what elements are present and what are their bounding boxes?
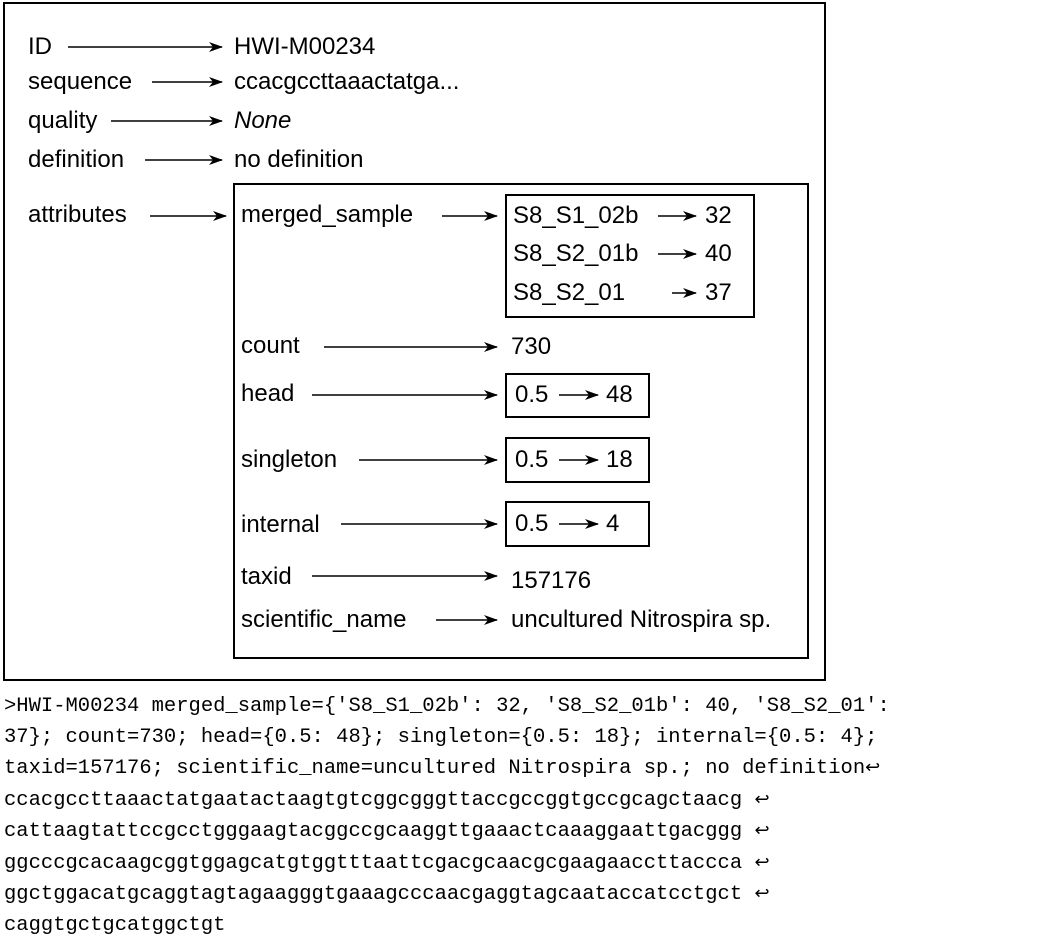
head-inner-key: 0.5 <box>515 381 549 408</box>
fasta-line: >HWI-M00234 merged_sample={'S8_S1_02b': 32, 'S8_S2_01b': 40, 'S8_S2_01': <box>4 695 890 718</box>
ms-entry-2-key: S8_S2_01b <box>513 240 639 267</box>
id-key: ID <box>28 33 52 60</box>
fasta-line: taxid=157176; scientific_name=uncultured Nitrospira sp.; no definition <box>4 757 866 780</box>
count-key: count <box>241 332 300 359</box>
return-icon: ↩ <box>754 883 770 904</box>
scientific-name-key: scientific_name <box>241 606 407 633</box>
quality-value: None <box>234 107 292 134</box>
fasta-line: ggcccgcacaagcggtggagcatgtggtttaattcgacgcaacgcgaagaaccttaccca <box>4 851 743 875</box>
return-icon: ↩ <box>865 757 881 778</box>
taxid-value: 157176 <box>511 567 592 594</box>
head-key: head <box>241 380 295 407</box>
fasta-line: cattaagtattccgcctgggaagtacggccgcaaggttgaaactcaaaggaattgacggg <box>4 820 743 843</box>
ms-entry-2-value: 40 <box>705 240 732 267</box>
id-value: HWI-M00234 <box>234 33 376 60</box>
fasta-line: caggtgctgcatggctgt <box>4 913 226 937</box>
definition-key: definition <box>28 146 125 173</box>
attributes-key: attributes <box>28 201 127 228</box>
internal-inner-key: 0.5 <box>515 510 549 537</box>
merged-sample-key: merged_sample <box>241 201 414 228</box>
internal-inner-value: 4 <box>606 510 620 537</box>
taxid-key: taxid <box>241 563 292 590</box>
fasta-line: ggctggacatgcaggtagtagaagggtgaaagcccaacgaggtagcaataccatcctgct <box>4 883 743 906</box>
count-value: 730 <box>511 333 552 360</box>
fasta-line: ccacgccttaaactatgaatactaagtgtcggcgggttaccgccggtgccgcagctaacg <box>4 788 743 812</box>
definition-value: no definition <box>234 146 364 173</box>
fasta-line: 37}; count=730; head={0.5: 48}; singleton={0.5: 18}; internal={0.5: 4}; <box>4 725 878 749</box>
head-inner-value: 48 <box>606 381 633 408</box>
singleton-inner-value: 18 <box>606 446 633 473</box>
ms-entry-3-key: S8_S2_01 <box>513 279 626 306</box>
sequence-key: sequence <box>28 68 133 95</box>
ms-entry-1-value: 32 <box>705 202 732 229</box>
internal-key: internal <box>241 511 320 538</box>
sequence-value: ccacgccttaaactatga... <box>234 68 460 95</box>
quality-key: quality <box>28 107 98 134</box>
singleton-key: singleton <box>241 446 338 473</box>
fasta-block <box>4 692 1058 941</box>
ms-entry-1-key: S8_S1_02b <box>513 202 639 229</box>
scientific-name-value: uncultured Nitrospira sp. <box>511 606 772 633</box>
return-icon: ↩ <box>754 788 770 810</box>
singleton-inner-key: 0.5 <box>515 446 549 473</box>
ms-entry-3-value: 37 <box>705 279 732 306</box>
return-icon: ↩ <box>754 851 770 873</box>
return-icon: ↩ <box>754 820 770 841</box>
